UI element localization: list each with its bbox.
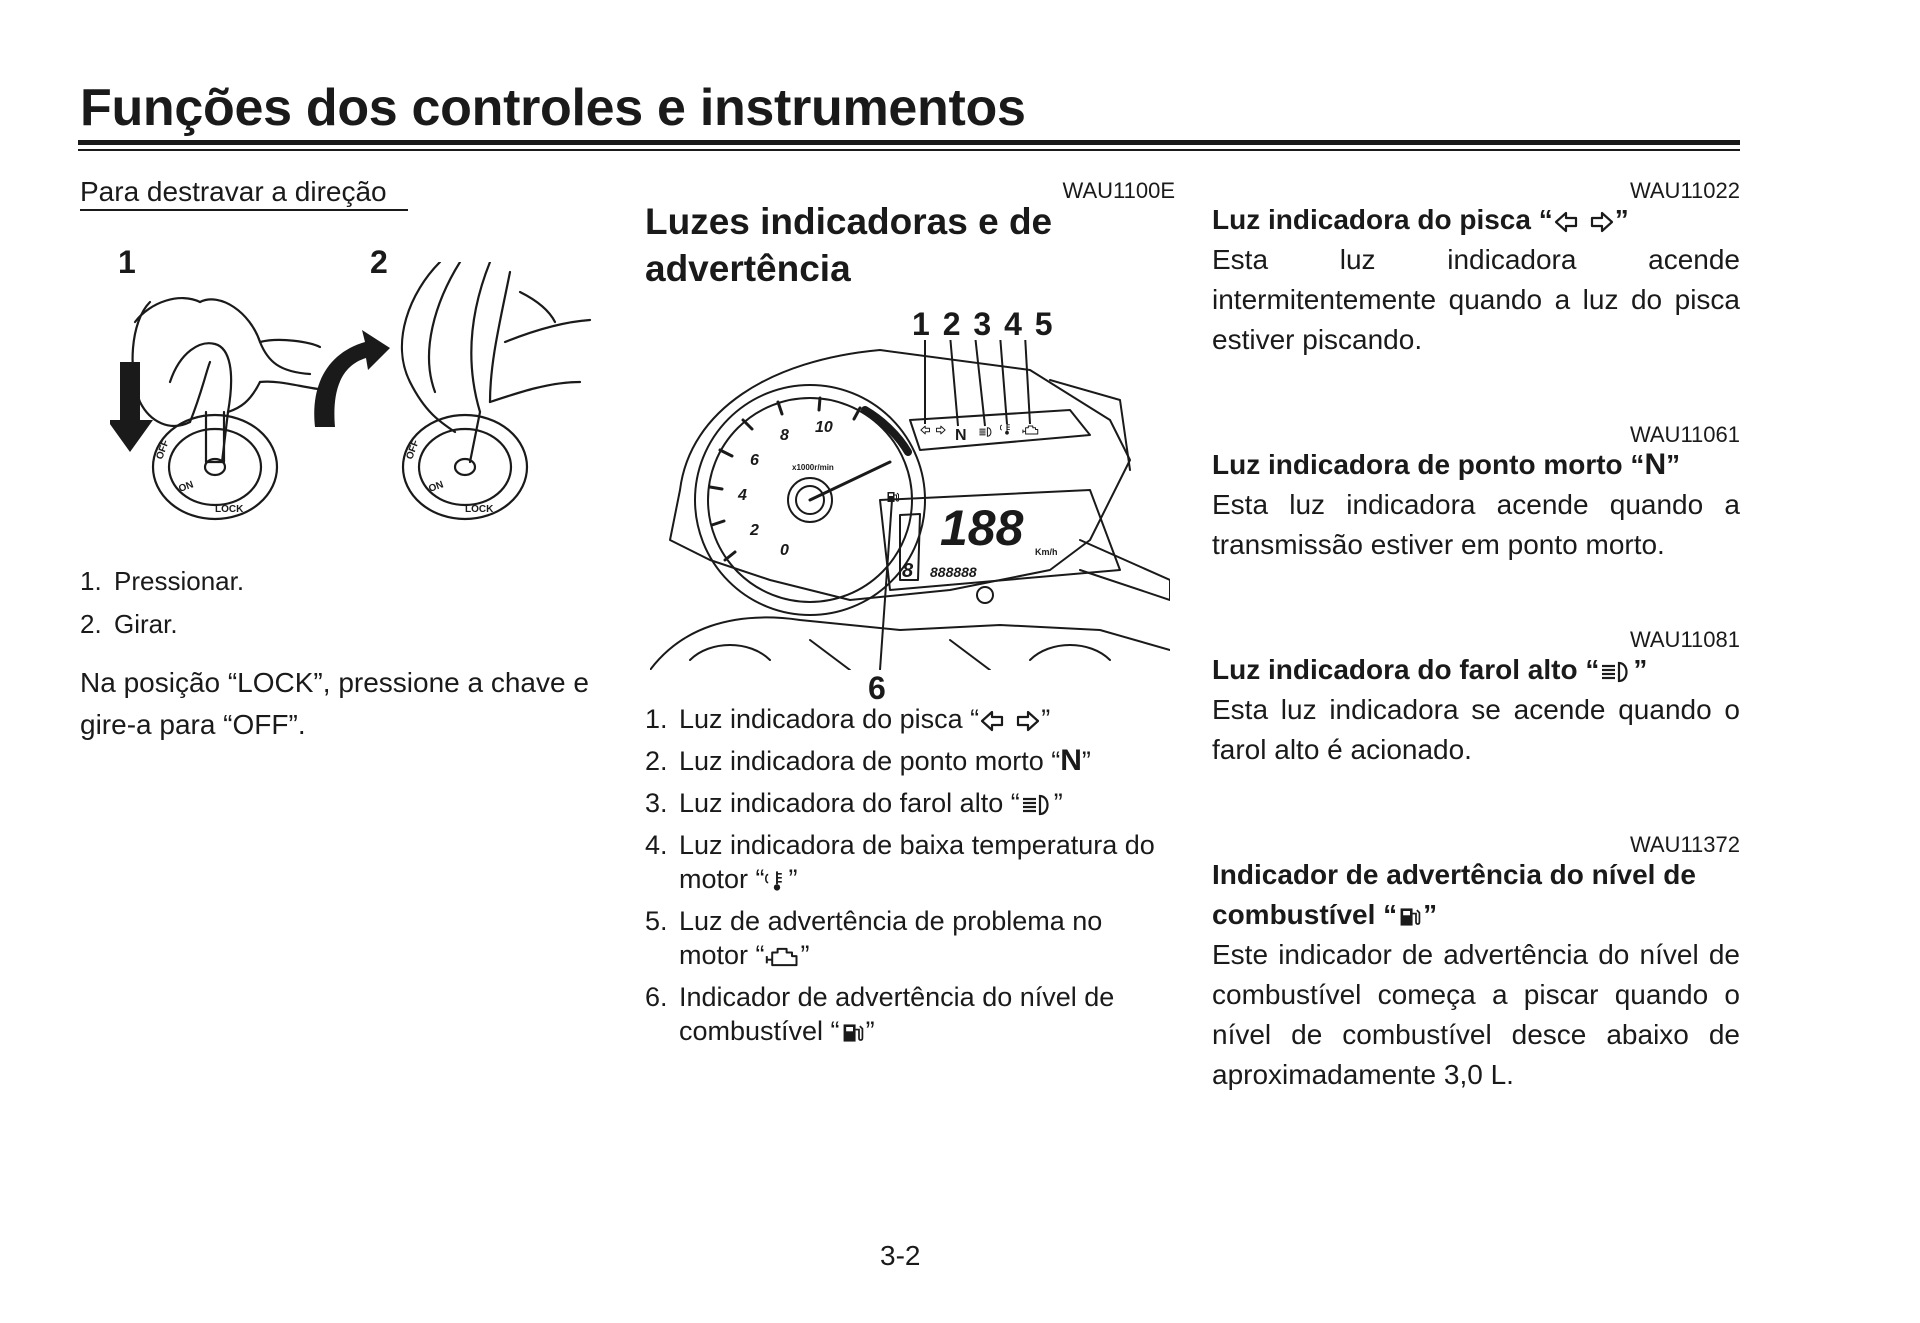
rpm-tick-2: 2: [750, 522, 759, 539]
list-item-number: 1.: [80, 566, 102, 596]
lock-label-off-1: OFF: [154, 438, 172, 462]
section-code: WAU11081: [1629, 627, 1740, 652]
steering-heading-underline: [80, 209, 408, 211]
high-beam-icon: [1020, 793, 1054, 817]
rpm-tick-8: 8: [780, 427, 789, 444]
indicators-title: Luzes indicadoras e de advertência: [645, 201, 1053, 289]
list-item-number: 2.: [645, 746, 668, 776]
rpm-tick-10: 10: [815, 419, 833, 436]
dash-beam-icon: [979, 428, 991, 436]
fuel-icon: [840, 1021, 866, 1045]
section-title: Luz indicadora do farol alto “ ”: [1212, 654, 1648, 685]
list-item-text: Pressionar.: [114, 566, 245, 596]
lock-label-on-1: ON: [177, 479, 196, 495]
list-item: 2. Luz indicadora de ponto morto “N”: [645, 744, 1091, 777]
list-item-text: Indicador de advertência do nível de combustível “: [679, 982, 1115, 1046]
title-rule-thin: [78, 149, 1740, 151]
rpm-tick-6: 6: [750, 452, 759, 469]
rpm-tick-0: 0: [780, 542, 789, 559]
section-body: Esta luz indicadora se acende quando o farol alto é acionado.: [1212, 694, 1740, 765]
list-item-number: 1.: [645, 704, 668, 734]
figure-callouts-1-5: 1 2 3 4 5: [912, 306, 1055, 342]
section-code: WAU11022: [1629, 178, 1740, 203]
section-code: WAU11372: [1629, 832, 1740, 857]
list-item-text: Luz indicadora do pisca “: [679, 704, 980, 734]
section-title: Indicador de advertência do nível de combustível “ ”: [1212, 859, 1696, 930]
figure-label-1: 1: [118, 244, 136, 280]
list-item-number: 4.: [645, 830, 668, 860]
section-title: Luz indicadora de ponto morto “N”: [1212, 448, 1681, 481]
list-item: [80, 603, 244, 646]
list-item-number: 5.: [645, 906, 668, 936]
list-item: [80, 560, 244, 603]
steering-paragraph: Na posição “LOCK”, pressione a chave e gire-a para “OFF”.: [80, 667, 589, 740]
list-item: 6. Indicador de advertência do nível de combustível “ ”: [645, 982, 1115, 1046]
rpm-tick-4: 4: [738, 487, 747, 504]
figure-callout-6: 6: [868, 670, 886, 706]
odometer-readout: 888888: [930, 564, 977, 580]
section-body: Este indicador de advertência do nível de combustível começa a piscar quando o nível de combustível desce abaixo de aproximadamente 3,0 L.: [1212, 939, 1740, 1090]
lock-label-on-2: ON: [427, 479, 446, 495]
lock-label-lock-1: LOCK: [215, 504, 244, 515]
list-item-number: 6.: [645, 982, 668, 1012]
coolant-temp-icon: [765, 869, 789, 893]
neutral-icon: N: [1060, 744, 1082, 777]
turn-signal-icon: [979, 709, 1041, 733]
gear-readout: 8: [902, 560, 914, 582]
list-item: 5. Luz de advertência de problema no motor “ ”: [645, 906, 1103, 970]
instrument-cluster-illustration: [650, 340, 1170, 670]
dash-engine-icon: [1023, 426, 1038, 434]
engine-warning-icon: [765, 945, 801, 969]
title-rule: [78, 140, 1740, 145]
turn-signal-icon: [1553, 210, 1615, 234]
page-title: Funções dos controles e instrumentos: [80, 79, 1026, 137]
speed-unit: Km/h: [1035, 547, 1058, 557]
list-item: 1. Luz indicadora do pisca “ ”: [645, 704, 1051, 734]
lock-cylinder-1: [133, 298, 325, 519]
high-beam-icon: [1599, 660, 1633, 684]
section-body: Esta luz indicadora acende intermitentemente quando a luz do pisca estiver piscando.: [1212, 244, 1740, 355]
section-title: Luz indicadora do pisca “ ”: [1212, 204, 1629, 235]
steering-steps: [80, 560, 244, 646]
list-item-number: 2.: [80, 609, 102, 639]
lock-label-off-2: OFF: [404, 438, 422, 462]
figure-label-2: 2: [370, 244, 388, 280]
list-item: 3. Luz indicadora do farol alto “ ”: [645, 788, 1063, 818]
list-item-text: Luz de advertência de problema no motor “: [679, 906, 1103, 970]
dash-temp-icon: [1000, 423, 1009, 434]
section-body: Esta luz indicadora acende quando a transmissão estiver em ponto morto.: [1212, 489, 1740, 560]
list-item-number: 3.: [645, 788, 668, 818]
dash-fuel-icon: [888, 492, 899, 502]
lock-label-lock-2: LOCK: [465, 504, 494, 515]
fuel-icon: [1397, 905, 1423, 929]
list-item-text: Luz indicadora de ponto morto “: [679, 746, 1061, 776]
section-code: WAU11061: [1629, 422, 1740, 447]
lock-cylinder-2: [402, 262, 590, 519]
list-item-text: Luz indicadora do farol alto “: [679, 788, 1020, 818]
speed-readout: 188: [940, 500, 1024, 556]
steering-lock-illustration: [110, 262, 610, 532]
list-item-text: Girar.: [114, 609, 178, 639]
list-item: 4. Luz indicadora de baixa temperatura do motor “ ”: [645, 830, 1155, 894]
list-item-text: Luz indicadora de baixa temperatura do motor “: [679, 830, 1155, 894]
steering-heading: Para destravar a direção: [80, 176, 387, 207]
indicator-list: [645, 702, 1165, 1056]
dash-neutral-icon: N: [955, 427, 967, 444]
page-number: 3-2: [880, 1240, 921, 1271]
neutral-icon: N: [1644, 448, 1667, 481]
section-code: WAU1100E: [1062, 178, 1175, 203]
rpm-unit: x1000r/min: [792, 463, 834, 472]
dash-turn-icon: [921, 426, 945, 434]
